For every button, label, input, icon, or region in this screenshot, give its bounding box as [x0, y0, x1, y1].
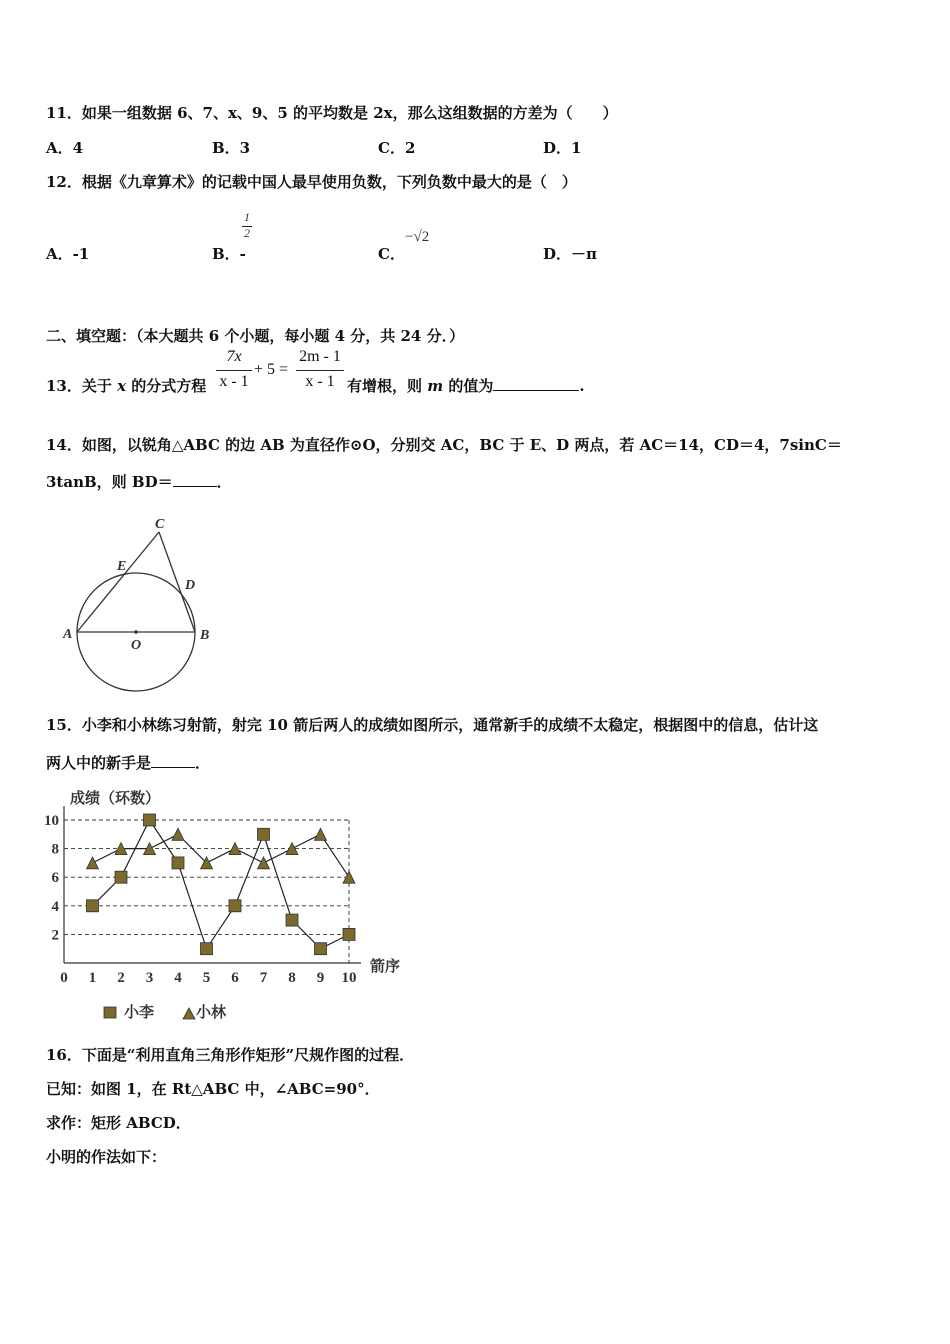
q12-b-numerator: 1 [244, 210, 250, 224]
q12-b-denominator: 2 [244, 226, 250, 240]
q14-line-1: 14．如图，以锐角△ABC 的边 AB 为直径作⊙O，分别交 AC，BC 于 E、D 两点，若 AC＝14，CD＝4，7sinC＝ [46, 436, 842, 454]
series-2-point-1 [87, 857, 99, 869]
section-heading-fill-in: 二、填空题：（本大题共 6 个小题，每小题 4 分，共 24 分．） [46, 327, 465, 345]
x-tick-label-10: 10 [341, 970, 357, 986]
q11-option-c: C．2 [378, 139, 416, 157]
q14-line-2-text: 3tanB，则 BD＝ [46, 473, 173, 491]
x-tick-label-4: 4 [174, 970, 182, 986]
center-point-o [134, 630, 138, 634]
series-line-2 [93, 834, 350, 877]
side-ac [77, 532, 159, 632]
q15-answer-blank[interactable] [151, 753, 195, 768]
q13-frac1-numerator: 7x [226, 348, 242, 365]
legend-series-2-label: 小林 [196, 1005, 227, 1021]
x-tick-label-7: 7 [259, 970, 268, 986]
q15-score-chart [38, 785, 418, 1025]
x-tick-label-5: 5 [202, 970, 211, 986]
series-1-point-3 [144, 814, 156, 826]
q14-answer-blank[interactable] [173, 472, 217, 487]
q14-geometry-figure [55, 510, 225, 700]
q13-prefix-text: 13．关于 [46, 377, 112, 395]
q13-answer-blank[interactable] [493, 376, 579, 391]
q12-option-c-expression: −√2 [405, 229, 430, 245]
label-e: E [117, 559, 127, 574]
q13-frac1-denominator: x - 1 [219, 373, 249, 390]
q13-var-m: m [427, 377, 444, 395]
series-1-point-2 [115, 871, 127, 883]
y-tick-label-4: 4 [51, 898, 59, 915]
q13-suffix-b: 的值为 [448, 377, 494, 395]
q11-option-a: A．4 [46, 139, 84, 157]
chart-y-axis-label: 成绩（环数） [70, 791, 161, 807]
series-1-point-10 [343, 928, 355, 940]
label-c: C [155, 517, 165, 532]
series-1-point-9 [315, 943, 327, 955]
series-2-point-4 [172, 828, 184, 840]
q15-line-1: 15．小李和小林练习射箭，射完 10 箭后两人的成绩如图所示，通常新手的成绩不太稳定，根据图中的信息，估计这 [46, 716, 819, 734]
x-tick-label-3: 3 [145, 970, 154, 986]
q16-line-3: 求作：矩形 ABCD． [46, 1114, 191, 1132]
series-2-point-9 [315, 828, 327, 840]
q13-fraction-2 [294, 348, 346, 394]
series-1-point-8 [286, 914, 298, 926]
q14-line-2 [46, 471, 232, 492]
chart-markers [87, 814, 356, 955]
q13-var-x: x [117, 377, 127, 395]
x-tick-label-6: 6 [231, 970, 239, 986]
q13-end: . [579, 377, 585, 395]
q13-frac1-bar [216, 370, 252, 371]
series-1-point-4 [172, 857, 184, 869]
q13-mid-text: 的分式方程 [131, 377, 207, 395]
q12-option-b: B．- [212, 245, 246, 263]
x-tick-label-0: 0 [60, 970, 68, 986]
q12-option-b-fraction [240, 210, 254, 244]
series-1-point-5 [201, 943, 213, 955]
legend-triangle-marker [183, 1008, 195, 1019]
q12-option-a: A．-1 [46, 245, 90, 263]
y-tick-label-10: 10 [44, 813, 59, 829]
x-tick-label-2: 2 [117, 970, 125, 986]
chart-series-lines [93, 820, 350, 949]
q13-plus-equals: + 5 = [254, 361, 289, 378]
q14-line-2-end: ． [216, 473, 232, 491]
chart-legend [104, 1003, 227, 1021]
q15-line-2-text: 两人中的新手是 [46, 754, 152, 772]
q16-line-2: 已知：如图 1，在 Rt△ABC 中，∠ABC=90°． [46, 1080, 380, 1098]
legend-series-1-label: 小李 [124, 1005, 155, 1021]
q13-prefix [46, 375, 206, 396]
label-b: B [200, 628, 210, 643]
q15-line-2-end: ． [195, 754, 211, 772]
q12-option-d: D．－π [543, 245, 597, 263]
y-tick-label-8: 8 [51, 841, 59, 858]
q12-option-c: C． [378, 245, 405, 263]
series-1-point-7 [258, 828, 270, 840]
label-o: O [131, 638, 142, 653]
q13-suffix [347, 375, 585, 396]
label-d: D [185, 578, 196, 593]
series-1-point-1 [87, 900, 99, 912]
q13-suffix-a: 有增根，则 [347, 377, 423, 395]
q13-frac2-bar [296, 370, 344, 371]
q12-stem: 12．根据《九章算术》的记载中国人最早使用负数，下列负数中最大的是（ ） [46, 173, 577, 191]
y-tick-label-2: 2 [51, 927, 59, 944]
q16-line-1: 16．下面是“利用直角三角形作矩形”尺规作图的过程． [46, 1046, 415, 1064]
q13-frac2-denominator: x - 1 [305, 373, 335, 390]
q11-stem: 11．如果一组数据 6、7、x、9、5 的平均数是 2x，那么这组数据的方差为（ ） [46, 104, 618, 122]
q13-frac2-numerator: 2m - 1 [299, 348, 341, 365]
q13-fraction-1 [214, 348, 254, 394]
label-a: A [63, 627, 73, 642]
legend-square-marker [104, 1007, 116, 1018]
x-tick-label-9: 9 [316, 970, 325, 986]
q11-option-d: D．1 [543, 139, 582, 157]
q16-line-4: 小明的作法如下： [46, 1148, 167, 1166]
chart-x-axis-label: 箭序 [370, 959, 401, 975]
series-2-point-7 [258, 857, 270, 869]
x-tick-label-1: 1 [88, 970, 97, 986]
q11-option-b: B．3 [212, 139, 251, 157]
q15-line-2 [46, 752, 210, 773]
x-tick-label-8: 8 [288, 970, 296, 986]
series-1-point-6 [229, 900, 241, 912]
y-tick-label-6: 6 [51, 870, 59, 887]
